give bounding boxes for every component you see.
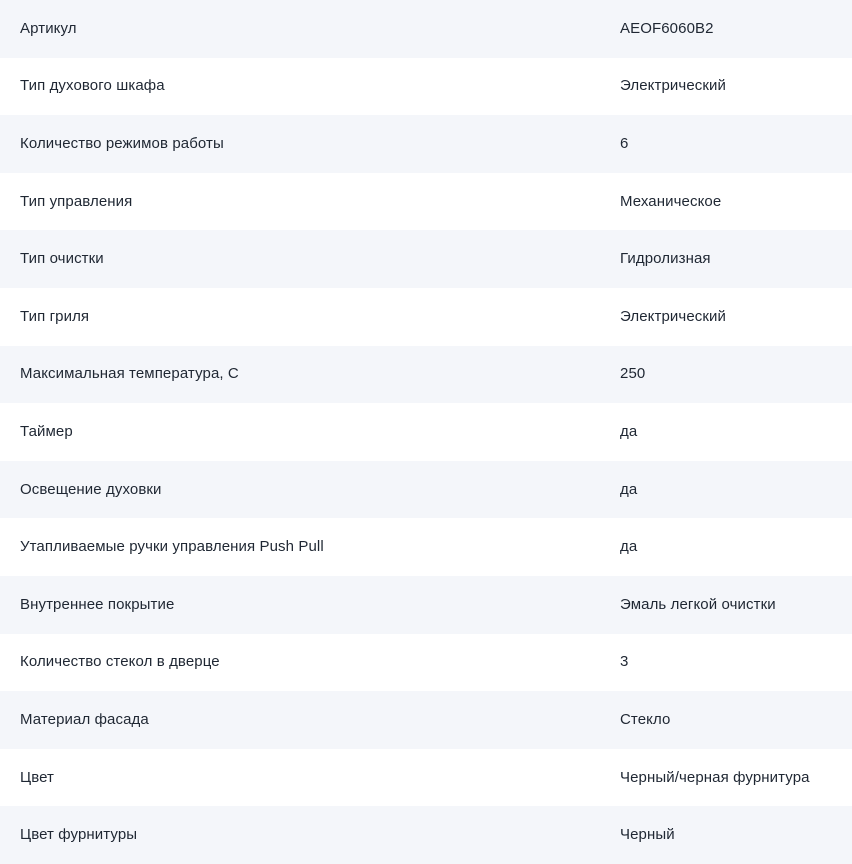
spec-name: Количество режимов работы: [20, 134, 224, 152]
table-row: [0, 403, 852, 461]
spec-value: Стекло: [620, 710, 671, 728]
table-row: [0, 230, 852, 288]
table-row: [0, 518, 852, 576]
spec-value: Черный: [620, 826, 675, 844]
spec-value: Механическое: [620, 192, 722, 210]
table-row: [0, 288, 852, 346]
spec-name: Тип очистки: [20, 250, 104, 268]
spec-value: AEOF6060B2: [620, 19, 714, 37]
spec-name: Материал фасада: [20, 710, 149, 728]
spec-value: Гидролизная: [620, 250, 711, 268]
table-row: [0, 691, 852, 749]
spec-name: Цвет фурнитуры: [20, 826, 138, 844]
table-row: [0, 749, 852, 807]
table-row: [0, 0, 852, 58]
spec-name: Максимальная температура, С: [20, 365, 239, 383]
spec-value: да: [620, 422, 638, 440]
spec-value: 6: [620, 134, 629, 152]
spec-name: Артикул: [20, 19, 77, 37]
table-row: [0, 576, 852, 634]
table-row: [0, 634, 852, 692]
spec-name: Утапливаемые ручки управления Push Pull: [20, 538, 324, 556]
spec-value: Электрический: [620, 307, 726, 325]
table-row: [0, 115, 852, 173]
spec-value: Электрический: [620, 77, 726, 95]
table-row: [0, 461, 852, 519]
table-row: [0, 58, 852, 116]
spec-name: Количество стекол в дверце: [20, 653, 220, 671]
spec-value: 3: [620, 653, 629, 671]
spec-name: Тип духового шкафа: [20, 77, 165, 95]
spec-value: да: [620, 538, 638, 556]
spec-name: Внутреннее покрытие: [20, 595, 175, 613]
spec-value: Черный/черная фурнитура: [620, 768, 810, 786]
spec-name: Освещение духовки: [20, 480, 162, 498]
spec-value: Эмаль легкой очистки: [620, 595, 776, 613]
table-row: [0, 173, 852, 231]
spec-name: Тип гриля: [20, 307, 90, 325]
spec-name: Тип управления: [20, 192, 133, 210]
table-row: [0, 346, 852, 404]
spec-name: Цвет: [20, 768, 55, 786]
spec-value: да: [620, 480, 638, 498]
table-row: [0, 806, 852, 864]
spec-value: 250: [620, 365, 646, 383]
spec-name: Таймер: [20, 422, 73, 440]
